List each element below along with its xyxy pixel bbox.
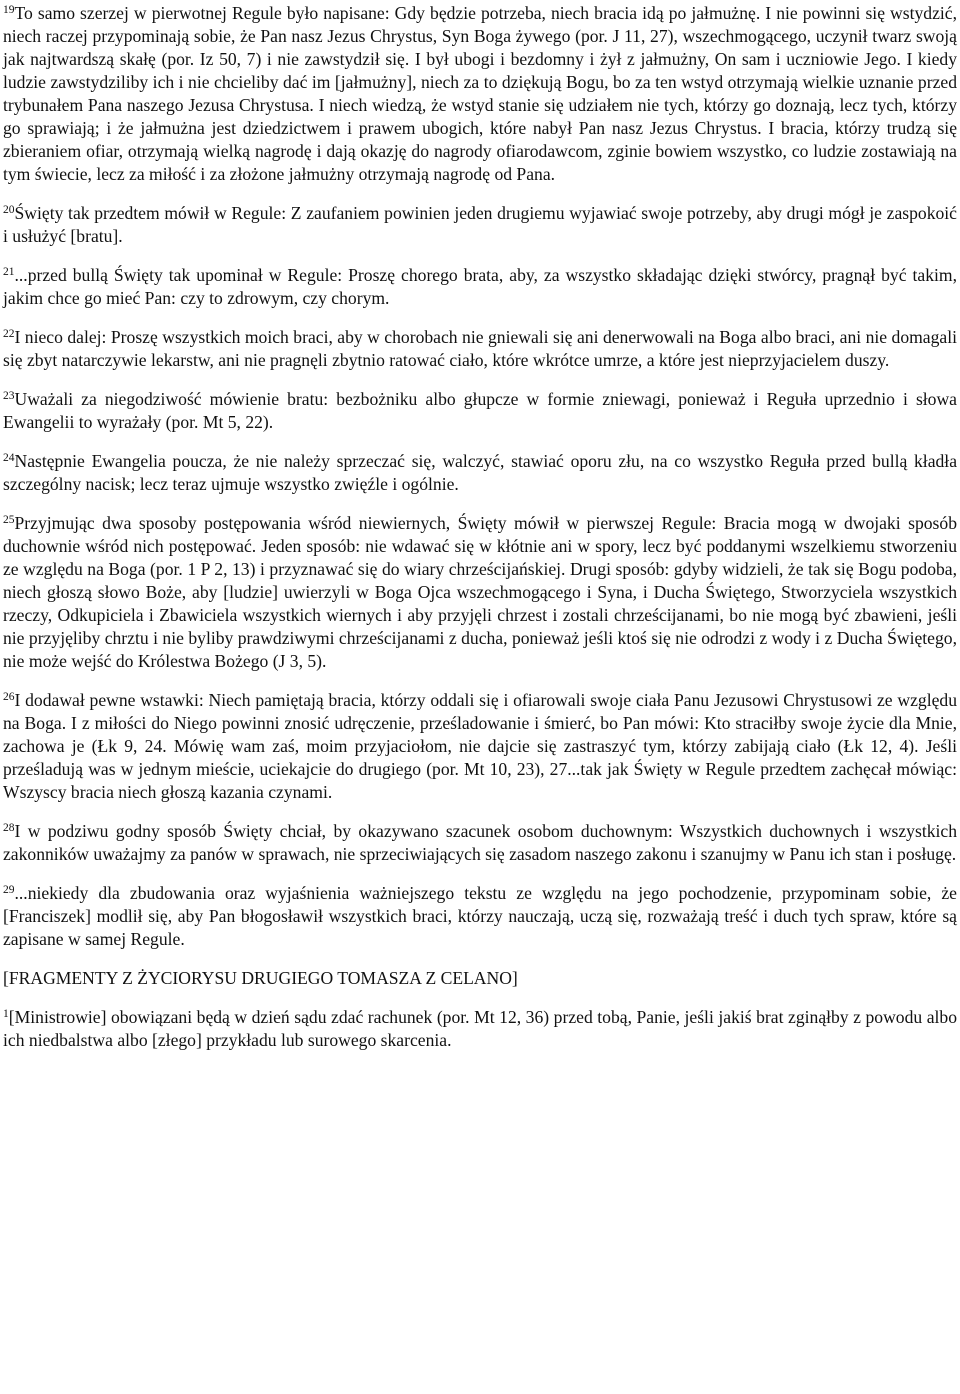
- footnote-number: 24: [3, 452, 15, 464]
- footnote-number: 29: [3, 884, 15, 896]
- footnote-number: 23: [3, 390, 15, 402]
- section-heading: [FRAGMENTY Z ŻYCIORYSU DRUGIEGO TOMASZA Z CELANO]: [3, 968, 518, 988]
- paragraph-text: ...niekiedy dla zbudowania oraz wyjaśnienia ważniejszego tekstu ze względu na jego pochodzenie, przypominam sobie, że [Franciszek] modlił się, aby Pan błogosławił wszystkich braci, którzy nauczają, uczą się, rozważają treść i duch tych spraw, które są zapisane w samej Regule.: [3, 883, 957, 949]
- paragraph-text: I w podziwu godny sposób Święty chciał, by okazywano szacunek osobom duchownym: Wszystkich duchownych i wszystkich zakonników uważajmy za panów w sprawach, nie sprzeciwiających się zasadom naszego zakonu i szanujmy w Panu ich stan i posługę.: [3, 821, 957, 864]
- footnote-number: 25: [3, 514, 15, 526]
- paragraph-text: Uważali za niegodziwość mówienie bratu: bezbożniku albo głupcze w formie zniewagi, ponieważ i Reguła uprzednio i słowa Ewangelii to wyrażały (por. Mt 5, 22).: [3, 389, 957, 432]
- footnote-number: 1: [3, 1008, 9, 1020]
- paragraph-text: Święty tak przedtem mówił w Regule: Z zaufaniem powinien jeden drugiemu wyjawiać swoje potrzeby, aby drugi mógł je zaspokoić i usłużyć [bratu].: [3, 203, 957, 246]
- paragraph-29: [3, 882, 957, 951]
- paragraph-text: [Ministrowie] obowiązani będą w dzień sądu zdać rachunek (por. Mt 12, 36) przed tobą, Panie, jeśli jakiś brat zginąłby z powodu albo ich niedbalstwa albo [złego] przykładu lub surowego skarcenia.: [3, 1007, 957, 1050]
- paragraph-text: I dodawał pewne wstawki: Niech pamiętają bracia, którzy oddali się i ofiarowali swoje ciała Panu Jezusowi Chrystusowi ze względu na Boga. I z miłości do Niego powinni znosić udręczenie, prześladowanie i śmierć, bo Pan mówi: Kto straciłby swoje życie dla Mnie, zachowa je (Łk 9, 24. Mówię wam zaś, moim przyjaciołom, nie dajcie się zastraszyć tym, którzy zabijają ciało (Łk 12, 4). Jeśli prześladują was w jednym mieście, uciekajcie do drugiego (por. Mt 10, 23), 27...tak jak Święty w Regule przedtem zachęcał mówiąc: Wszyscy bracia niech głoszą kazania czynami.: [3, 690, 957, 802]
- footnote-number: 21: [3, 266, 15, 278]
- paragraph-20: [3, 202, 957, 248]
- paragraph-final: [3, 1006, 957, 1052]
- paragraph-text: I nieco dalej: Proszę wszystkich moich braci, aby w chorobach nie gniewali się ani denerwowali na Boga albo braci, ani nie domagali się zbyt natarczywie lekarstw, ani nie pragnęli zbytnio ratować ciało, które wkrótce umrze, a które jest nieprzyjacielem duszy.: [3, 327, 957, 370]
- paragraph-24: [3, 450, 957, 496]
- paragraph-text: Następnie Ewangelia poucza, że nie należy sprzeczać się, walczyć, stawiać oporu złu, na co wszystko Reguła przed bullą kładła szczególny nacisk; lecz teraz ujmuje wszystko zwięźle i ogólnie.: [3, 451, 957, 494]
- paragraph-text: To samo szerzej w pierwotnej Regule było napisane: Gdy będzie potrzeba, niech bracia idą po jałmużnę. I nie powinni się wstydzić, niech raczej przypominają sobie, że Pan nasz Jezus Chrystus, Syn Boga żywego (por. J 11, 27), wszechmogącego, uczynił twarz swoją jak najtwardszą skałę (por. Iz 50, 7) i nie zawstydził się. I był ubogi i bezdomny i żył z jałmużny, On sam i uczniowie Jego. I kiedy ludzie zawstydziliby ich i nie chcieliby dać im [jałmużny], niech za to dziękują Bogu, bo za ten wstyd otrzymają wielkie uznanie przed trybunałem Pana naszego Jezusa Chrystusa. I niech wiedzą, że wstyd stanie się udziałem nie tych, którzy go doznają, lecz tych, którzy go sprawiają; i że jałmużna jest dziedzictwem i prawem ubogich, które nabył Pan nasz Jezus Chrystus. I bracia, którzy trudzą się zbieraniem ofiar, otrzymają wielką nagrodę i dają okazję do nagrody ofiarodawcom, zginie bowiem wszystko, co ludzie zostawiają na tym świecie, lecz za miłość i za złożone jałmużny otrzymają nagrodę od Pana.: [3, 3, 957, 184]
- paragraph-25: [3, 512, 957, 673]
- footnote-number: 28: [3, 822, 15, 834]
- paragraph-text: Przyjmując dwa sposoby postępowania wśród niewiernych, Święty mówił w pierwszej Regule: Bracia mogą w dwojaki sposób duchownie wśród nich postępować. Jeden sposób: nie wdawać się w kłótnie ani w spory, lecz być poddanymi wszelkiemu stworzeniu ze względu na Boga (por. 1 P 2, 13) i przyznawać się do wiary chrześcijańskiej. Drugi sposób: gdyby widzieli, że tak się Bogu podoba, niech głoszą słowo Boże, aby [ludzie] uwierzyli w Boga Ojca wszechmogącego i Syna, i Ducha Świętego, Stworzyciela wszystkich rzeczy, Odkupiciela i Zbawiciela wszystkich wiernych i aby przyjęli chrzest i zostali chrześcijanami, bo nie mogą być zbawieni, jeśli nie przyjęliby chrztu i nie byliby prawdziwymi chrześcijanami z ducha, ponieważ jeśli ktoś się nie odrodzi z wody i z Ducha Świętego, nie może wejść do Królestwa Bożego (J 3, 5).: [3, 513, 957, 671]
- paragraph-28: [3, 820, 957, 866]
- paragraph-text: ...przed bullą Święty tak upominał w Regule: Proszę chorego brata, aby, za wszystko składając dzięki stwórcy, pragnął być takim, jakim chce go mieć Pan: czy to zdrowym, czy chorym.: [3, 265, 957, 308]
- footnote-number: 22: [3, 328, 15, 340]
- paragraph-21: [3, 264, 957, 310]
- paragraph-19: [3, 0, 957, 186]
- paragraph-26: [3, 689, 957, 804]
- footnote-number: 26: [3, 691, 15, 703]
- paragraph-23: [3, 388, 957, 434]
- paragraph-22: [3, 326, 957, 372]
- footnote-number: 19: [3, 4, 15, 16]
- footnote-number: 20: [3, 204, 15, 216]
